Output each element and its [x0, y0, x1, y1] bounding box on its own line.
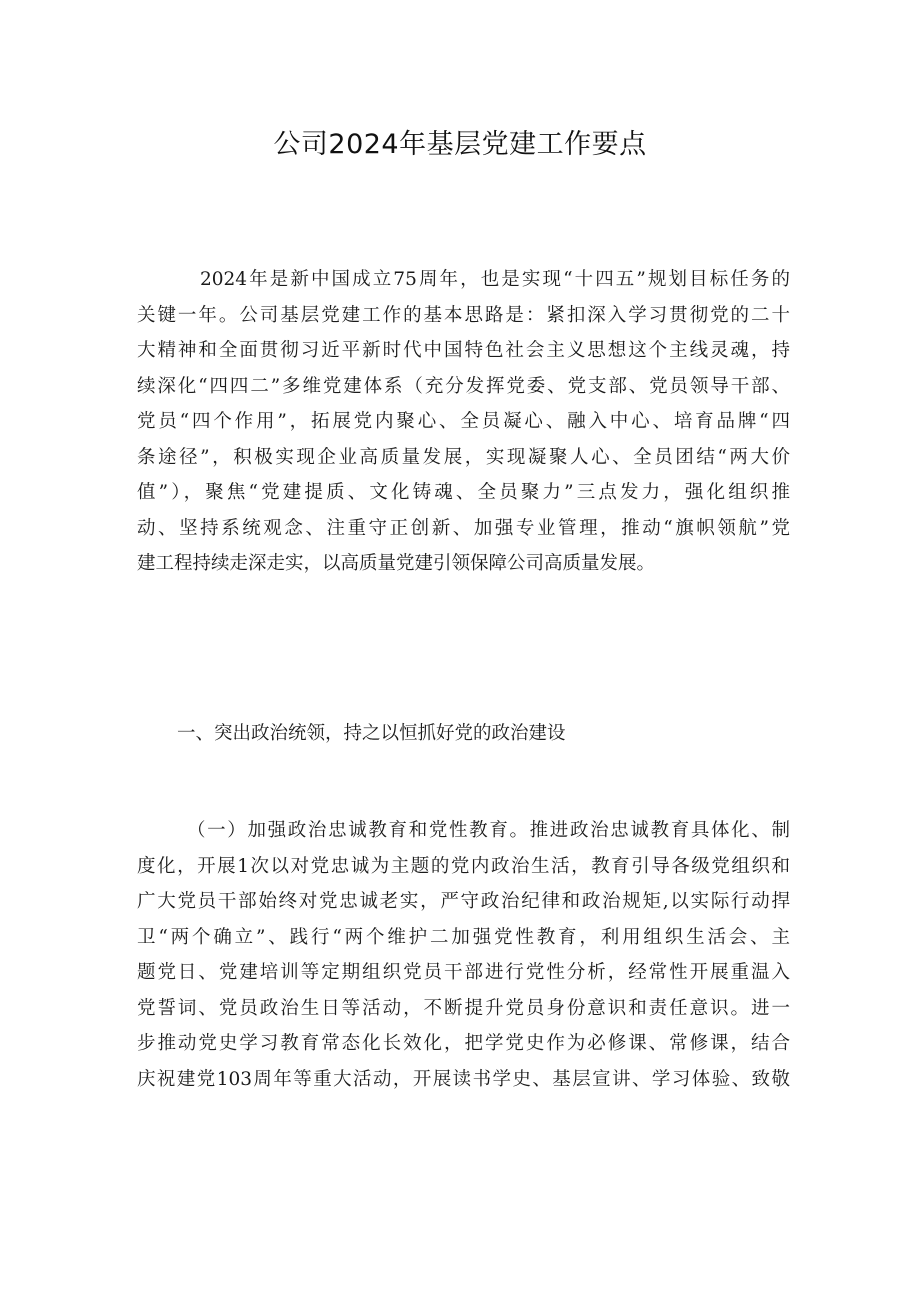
paragraph-line: 建工程持续走深走实，以高质量党建引领保障公司高质量发展。 — [137, 553, 656, 574]
paragraph-line: 度化，开展1次以对党忠诚为主题的党内政治生活，教育引导各级党组织和 — [137, 855, 790, 877]
paragraph-line: 值”），聚焦“党建提质、文化铸魂、全员聚力”三点发力，强化组织推 — [137, 482, 790, 503]
section-heading — [137, 716, 790, 752]
intro-paragraph — [137, 262, 790, 582]
page-title: 公司2024年基层党建工作要点 — [273, 129, 647, 160]
paragraph-line: 2024年是新中国成立75周年，也是实现“十四五”规划目标任务的 — [200, 269, 790, 290]
subsection-paragraph — [137, 813, 790, 1097]
paragraph-line: 党员“四个作用”，拓展党内聚心、全员凝心、融入中心、培育品牌“四 — [137, 411, 790, 432]
section-heading-text: 一、突出政治统领，持之以恒抓好党的政治建设 — [177, 723, 566, 744]
paragraph-line: 庆祝建党103周年等重大活动，开展读书学史、基层宣讲、学习体验、致敬 — [137, 1068, 790, 1090]
paragraph-line: 条途径”，积极实现企业高质量发展，实现凝聚人心、全员团结“两大价 — [137, 446, 790, 468]
paragraph-line: 动、坚持系统观念、注重守正创新、加强专业管理，推动“旗帜领航”党 — [137, 517, 790, 539]
paragraph-line: 卫“两个确立”、践行“两个维护二加强党性教育，利用组织生活会、主 — [137, 926, 790, 948]
paragraph-line: 关键一年。公司基层党建工作的基本思路是：紧扣深入学习贯彻党的二十 — [137, 304, 790, 326]
paragraph-line: 党誓词、党员政治生日等活动，不断提升党员身份意识和责任意识。进一 — [137, 997, 790, 1019]
paragraph-line: 大精神和全面贯彻习近平新时代中国特色社会主义思想这个主线灵魂，持 — [137, 340, 790, 361]
paragraph-line: 广大党员干部始终对党忠诚老实，严守政治纪律和政治规矩,以实际行动捍 — [137, 891, 790, 912]
paragraph-line: （一）加强政治忠诚教育和党性教育。推进政治忠诚教育具体化、制 — [187, 820, 790, 841]
paragraph-line: 题党日、党建培训等定期组织党员干部进行党性分析，经常性开展重温入 — [137, 962, 790, 983]
paragraph-line: 步推动党史学习教育常态化长效化，把学党史作为必修课、常修课，结合 — [137, 1033, 790, 1054]
paragraph-line: 续深化“四四二”多维党建体系（充分发挥党委、党支部、党员领导干部、 — [137, 375, 790, 397]
